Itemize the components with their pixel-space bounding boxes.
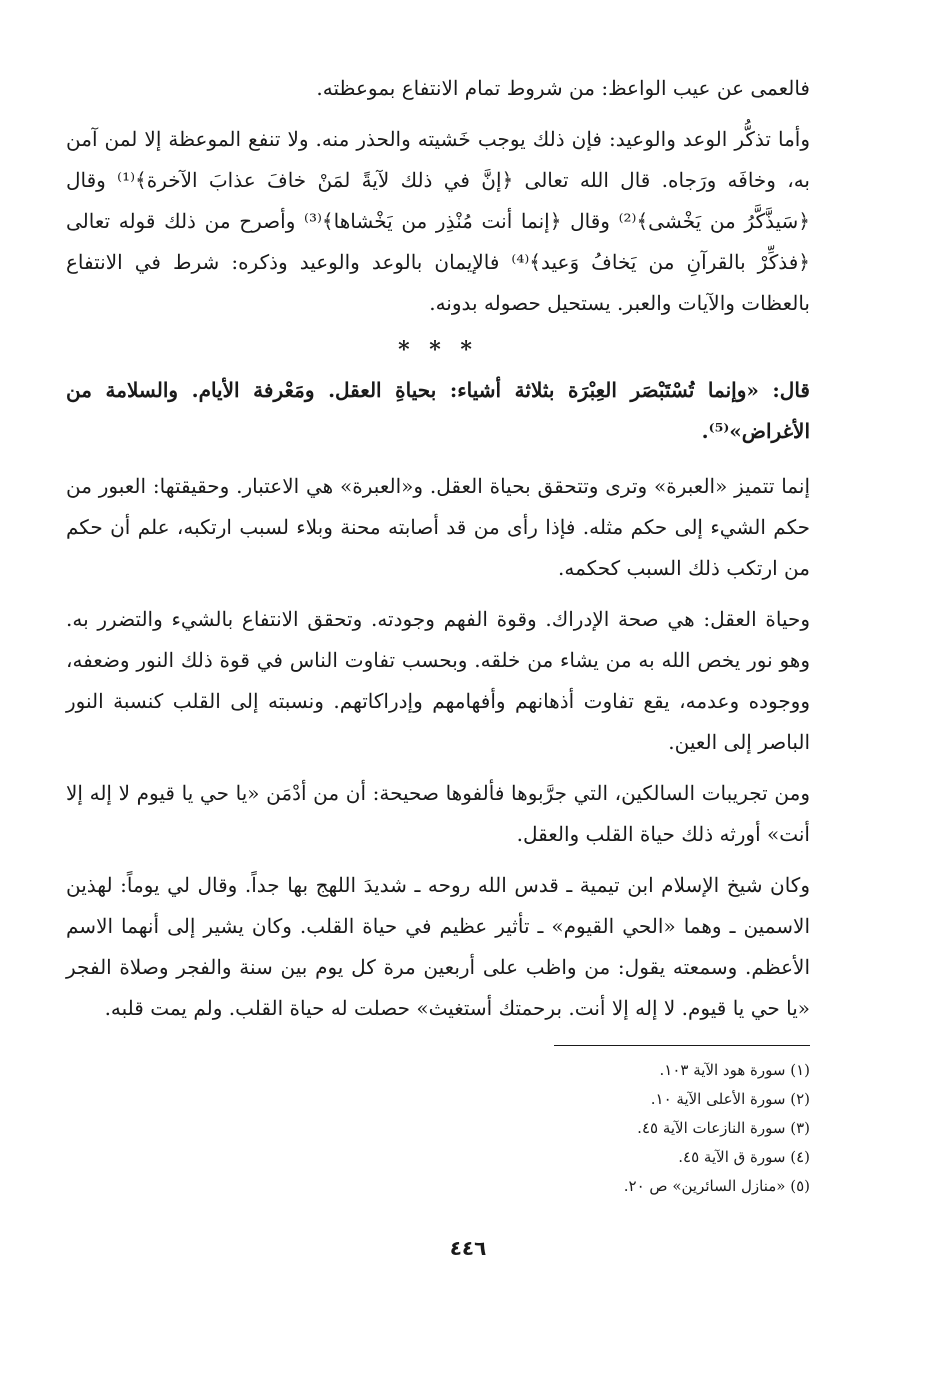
footnotes: [66, 1056, 810, 1201]
paragraph-blind-to-preacher: فالعمى عن عيب الواعظ: من شروط تمام الانتفاع بموعظته.: [316, 76, 810, 100]
paragraph-lesson-definition: إنما تتميز «العبرة» وترى وتتحقق بحياة العقل. و«العبرة» هي الاعتبار. وحقيقتها: العبور من حكم الشيء إلى حكم مثله. فإذا رأى من قد أصابته محنة وبلاء لسبب ارتكبه، علم أن حكم من ارتكب ذلك السبب كحكمه.: [66, 474, 810, 580]
footnote-item: (٥) «منازل السائرين» ص ٢٠.: [623, 1177, 810, 1195]
section-separator: * * *: [398, 337, 478, 363]
quoted-text: قال: «وإنما تُسْتَبْصَر العِبْرَة بثلاثة أشياء: بحياةِ العقل. ومَعْرفة الأيام. والسلامة من الأغراض»⁽⁵⁾.: [66, 378, 810, 443]
paragraph-travellers-experience: ومن تجريبات السالكين، التي جرَّبوها فألفوها صحيحة: أن من أدْمَن «يا حي يا قيوم لا إله إلا أنت» أورثه ذلك حياة القلب والعقل.: [66, 781, 810, 846]
footnote-divider: [554, 1045, 810, 1046]
paragraph-ibn-taymiyyah: وكان شيخ الإسلام ابن تيمية ـ قدس الله روحه ـ شديدَ اللهج بها جداً. وقال لي يوماً: لهذين الاسمين ـ وهما «الحي القيوم» ـ تأثير عظيم في حياة القلب. وكان يشير إلى أنهما الاسم الأعظم. وسمعته يقول: من واظب على أربعين مرة كل يوم بين سنة والفجر وصلاة الفجر «يا حي يا قيوم. لا إله إلا أنت. برحمتك أستغيث» حصلت له حياة القلب. ولم يمت قلبه.: [66, 873, 811, 1020]
footnote-item: (٣) سورة النازعات الآية ٤٥.: [637, 1119, 810, 1137]
page-number: ٤٤٦: [449, 1236, 487, 1260]
footnote-item: (١) سورة هود الآية ١٠٣.: [659, 1061, 810, 1079]
footnote-item: (٤) سورة ق الآية ٤٥.: [678, 1148, 810, 1166]
footnote-item: (٢) سورة الأعلى الآية ١٠.: [650, 1090, 810, 1108]
paragraph-life-of-intellect: وحياة العقل: هي صحة الإدراك. وقوة الفهم وجودته. وتحقق الانتفاع بالشيء والتضرر به. وهو نور يخص الله به من يشاء من خلقه. وبحسب تفاوت الناس في قوة ذلك النور وضعفه، ووجوده وعدمه، يقع تفاوت أذهانهم وأفهامهم وإدراكاتهم. ونسبته إلى القلب كنسبة النور الباصر إلى العين.: [66, 607, 810, 754]
page-body: [66, 68, 810, 1201]
paragraph-promise-threat: وأما تذكُّر الوعد والوعيد: فإن ذلك يوجب خَشيته والحذر منه. ولا تنفع الموعظة إلا لمن آمن به، وخافَه ورَجاه. قال الله تعالى ﴿إنَّ في ذلك لآيةً لمَنْ خافَ عذابَ الآخرة﴾⁽¹⁾ وقال ﴿سَيذَّكَّرُ من يَخْشى﴾⁽²⁾ وقال ﴿إنما أنت مُنْذِر من يَخْشاها﴾⁽³⁾ وأصرح من ذلك قوله تعالى ﴿فذكِّرْ بالقرآنِ من يَخافُ وَعيد﴾⁽⁴⁾ فالإيمان بالوعد والوعيد وذكره: شرط في الانتفاع بالعظات والآيات والعبر. يستحيل حصوله بدونه.: [66, 127, 811, 315]
